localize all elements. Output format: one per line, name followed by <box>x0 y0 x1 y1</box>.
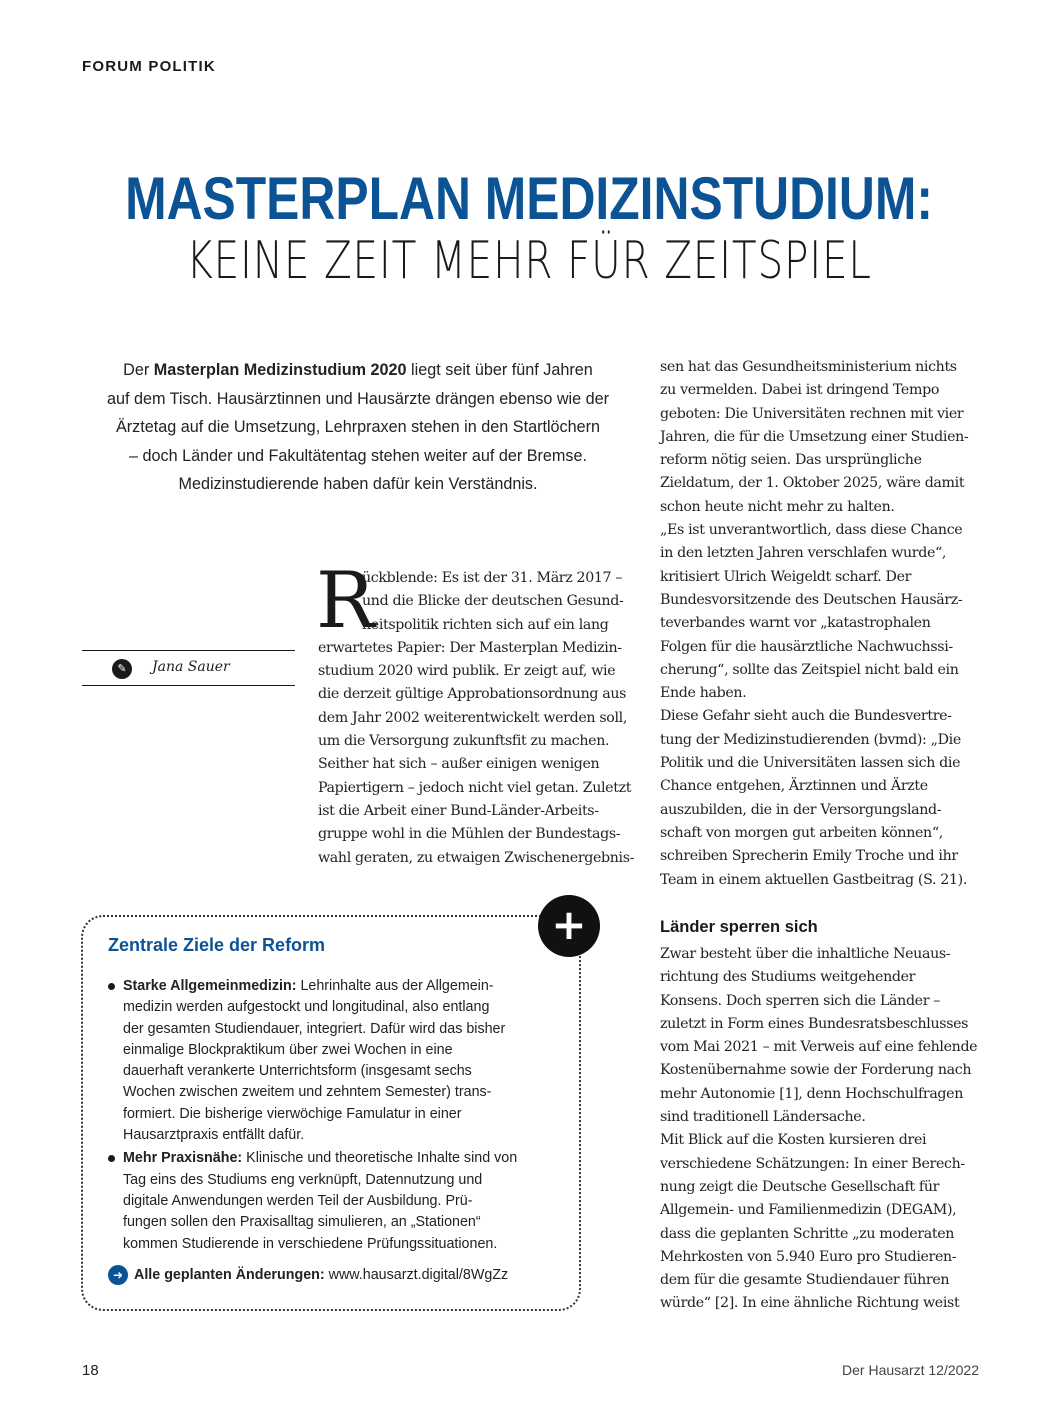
article-line: die derzeit gültige Approbationsordnung aus <box>318 686 627 703</box>
author-name: Jana Sauer <box>152 659 230 675</box>
bullet-icon <box>108 1155 115 1162</box>
article-column-2 <box>660 356 990 892</box>
subheadline: KEINE ZEIT MEHR FÜR ZEITSPIEL <box>186 231 872 291</box>
article-line: Papiertigern – jedoch nicht viel getan. Zuletzt <box>318 779 632 796</box>
article-line: dem Jahr 2002 weiterentwickelt werden soll, <box>318 709 627 726</box>
article-line: dem für die gesamte Studiendauer führen <box>660 1272 950 1289</box>
article-line: schreiben Sprecherin Emily Troche und ihr <box>660 848 958 865</box>
article-line: mehr Autonomie [1], denn Hochschulfragen <box>660 1085 964 1102</box>
article-line: gruppe wohl in die Mühlen der Bundestags- <box>318 826 621 843</box>
section-subhead: Länder sperren sich <box>660 918 818 936</box>
info-box-list <box>108 976 568 1257</box>
article-line: ist die Arbeit einer Bund-Länder-Arbeits- <box>318 802 599 819</box>
article-line: teverbandes warnt vor „katastrophalen <box>660 615 931 632</box>
item-line: formiert. Die bisherige vierwöchige Famulatur in einer <box>123 1105 462 1122</box>
article-column-3 <box>660 943 990 1316</box>
article-line: Politik und die Universitäten lassen sich die <box>660 755 961 772</box>
list-item <box>108 1148 568 1254</box>
lead-line: auf dem Tisch. Hausärztinnen und Hausärzte drängen ebenso wie der <box>106 389 610 408</box>
list-item <box>108 976 568 1146</box>
article-line: heitspolitik richten sich auf ein lang <box>362 616 609 633</box>
article-line: Zieldatum, der 1. Oktober 2025, wäre damit <box>660 475 965 492</box>
article-line: Kostenübernahme sowie der Forderung nach <box>660 1062 972 1079</box>
item-line: dauerhaft verankerte Unterrichtsform (insgesamt sechs <box>123 1063 472 1080</box>
item-heading: Mehr Praxisnähe: <box>123 1150 243 1167</box>
article-line: Zwar besteht über die inhaltliche Neuaus- <box>660 946 951 962</box>
item-heading: Starke Allgemeinmedizin: <box>123 978 297 994</box>
article-line: zu vermelden. Dabei ist dringend Tempo <box>660 382 940 399</box>
lead-text: liegt seit über fünf Jahren <box>406 361 593 379</box>
item-line: Hausarztpraxis entfällt dafür. <box>123 1127 305 1144</box>
article-line: „Es ist unverantwortlich, dass diese Chance <box>660 522 963 539</box>
drop-cap: R <box>316 556 375 646</box>
article-line: Bundesvorsitzende des Deutschen Hausärz- <box>660 591 963 608</box>
pen-icon: ✎ <box>112 659 132 679</box>
article-line: vom Mai 2021 – mit Verweis auf eine fehlende <box>660 1039 978 1056</box>
article-line: auszubilden, die in der Versorgungsland- <box>660 801 942 818</box>
item-text: Klinische und theoretische Inhalte sind von <box>242 1150 518 1167</box>
bullet-icon <box>108 983 115 990</box>
article-line: reform nötig seien. Das ursprüngliche <box>660 452 922 469</box>
article-line: Ende haben. <box>660 685 747 702</box>
lead-bold: Masterplan Medizinstudium 2020 <box>153 361 407 379</box>
section-label: FORUM POLITIK <box>82 58 216 75</box>
author-byline <box>82 650 295 686</box>
headline: MASTERPLAN MEDIZINSTUDIUM: <box>125 165 933 232</box>
article-line: zuletzt in Form eines Bundesratsbeschlusses <box>660 1015 969 1032</box>
item-text: Lehrinhalte aus der Allgemein- <box>296 978 494 994</box>
article-line: studium 2020 wird publik. Er zeigt auf, wie <box>318 663 616 680</box>
lead-line: Ärztetag auf die Umsetzung, Lehrpraxen stehen in den Startlöchern <box>115 418 601 437</box>
item-line: medizin werden aufgestockt und longitudinal, also entlang <box>123 999 490 1016</box>
article-line: verschiedene Schätzungen: In einer Berech- <box>660 1155 965 1172</box>
article-line: schon heute nicht mehr zu halten. <box>660 498 895 515</box>
article-line: sind traditionell Ländersache. <box>660 1109 866 1126</box>
article-line: in den letzten Jahren verschlafen wurde“, <box>660 545 947 562</box>
article-line: nung zeigt die Deutsche Gesellschaft für <box>660 1178 940 1195</box>
article-line: Mit Blick auf die Kosten kursieren drei <box>660 1132 927 1149</box>
article-column-1 <box>316 556 638 870</box>
page-number: 18 <box>82 1362 99 1379</box>
lead-line: – doch Länder und Fakultätentag stehen weiter auf der Bremse. <box>128 446 588 465</box>
article-line: Mehrkosten von 5.940 Euro pro Studieren- <box>660 1248 957 1265</box>
article-line: dass die geplanten Schritte „zu moderaten <box>660 1225 955 1242</box>
article-line: ückblende: Es ist der 31. März 2017 – <box>362 570 623 586</box>
reform-link[interactable] <box>108 1265 508 1285</box>
item-line: Wochen zwischen zweitem und zehntem Semester) trans- <box>123 1084 492 1101</box>
link-url[interactable]: www.hausarzt.digital/8WgZz <box>324 1266 509 1283</box>
article-line: Folgen für die hausärztliche Nachwuchssi- <box>660 638 953 655</box>
item-line: digitale Anwendungen werden Teil der Ausbildung. Prü- <box>123 1192 473 1209</box>
article-line: cherung“, sollte das Zeitspiel nicht bald ein <box>660 661 959 678</box>
article-line: Seither hat sich – außer einigen wenigen <box>318 756 600 773</box>
item-line: der gesamten Studiendauer, integriert. Dafür wird das bisher <box>123 1020 506 1037</box>
item-line: kommen Studierende in verschiedene Prüfungssituationen. <box>123 1235 498 1252</box>
article-line: Team in einem aktuellen Gastbeitrag (S. 21). <box>660 871 967 888</box>
article-line: Diese Gefahr sieht auch die Bundesvertre- <box>660 708 952 725</box>
lead-line: Medizinstudierende haben dafür kein Verständnis. <box>178 475 538 494</box>
article-line: geboten: Die Universitäten rechnen mit vier <box>660 405 964 422</box>
item-line: einmalige Blockpraktikum über zwei Wochen in eine <box>123 1041 453 1058</box>
article-line: Konsens. Doch sperren sich die Länder – <box>660 992 941 1009</box>
article-line: um die Versorgung zukunftsfit zu machen. <box>318 733 610 750</box>
item-line: Tag eins des Studiums eng verknüpft, Datennutzung und <box>123 1171 483 1188</box>
article-line: würde“ [2]. In eine ähnliche Richtung weist <box>660 1295 960 1312</box>
link-label: Alle geplanten Änderungen: <box>134 1266 325 1283</box>
lead-paragraph <box>78 356 638 499</box>
magazine-issue: Der Hausarzt 12/2022 <box>842 1362 979 1378</box>
article-line: schaft von morgen gut arbeiten können“, <box>660 824 943 841</box>
article-line: tung der Medizinstudierenden (bvmd): „Die <box>660 731 961 748</box>
article-line: Allgemein- und Familienmedizin (DEGAM), <box>660 1202 957 1219</box>
article-line: wahl geraten, zu etwaigen Zwischenergebnis- <box>318 849 635 866</box>
plus-icon: + <box>538 895 600 957</box>
arrow-right-icon: ➜ <box>108 1265 128 1285</box>
article-line: richtung des Studiums weitgehender <box>660 969 916 986</box>
article-line: sen hat das Gesundheitsministerium nichts <box>660 359 957 375</box>
info-box-title: Zentrale Ziele der Reform <box>108 935 326 955</box>
item-line: fungen sollen den Praxisalltag simulieren, an „Stationen“ <box>123 1214 481 1231</box>
article-line: und die Blicke der deutschen Gesund- <box>362 593 624 610</box>
article-line: Jahren, die für die Umsetzung einer Studien- <box>660 428 969 445</box>
article-line: Chance entgehen, Ärztinnen und Ärzte <box>660 778 928 795</box>
article-line: erwartetes Papier: Der Masterplan Medizin- <box>318 639 622 656</box>
lead-text: Der <box>123 361 154 379</box>
article-line: kritisiert Ulrich Weigeldt scharf. Der <box>660 568 912 585</box>
